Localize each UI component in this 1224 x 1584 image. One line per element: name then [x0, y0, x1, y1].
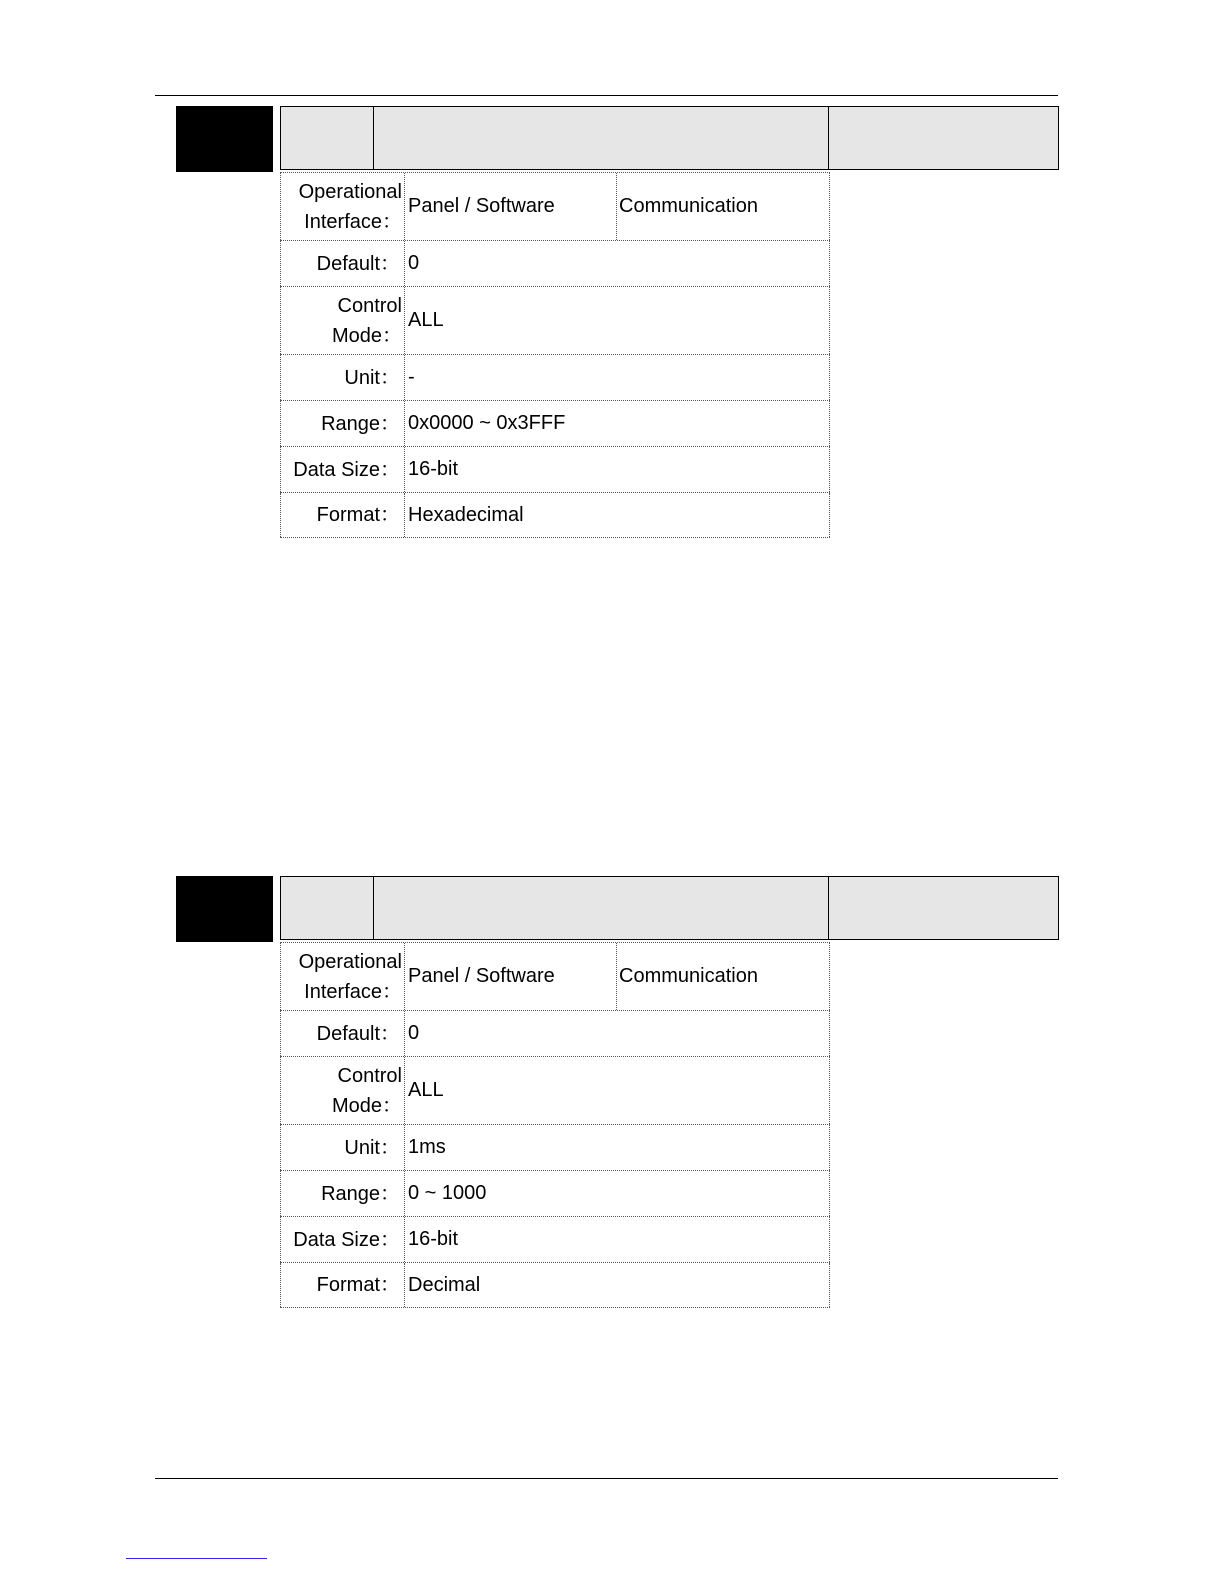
parameter-address-cell	[828, 106, 1059, 170]
parameter-tab-marker	[176, 106, 273, 172]
interface-label: Operational Interface：	[280, 173, 405, 240]
range-value: 0 ~ 1000	[405, 1171, 830, 1216]
table-row-control-mode	[280, 286, 830, 354]
data-size-value: 16-bit	[405, 447, 830, 492]
panel-software-value: Panel / Software	[408, 943, 617, 1010]
format-label: Format：	[280, 1263, 405, 1307]
range-label: Range：	[280, 1171, 405, 1216]
default-label: Default：	[280, 241, 405, 286]
panel-software-value: Panel / Software	[408, 173, 617, 240]
format-value: Hexadecimal	[405, 493, 830, 537]
table-row-interface	[280, 172, 830, 240]
table-row-data-size	[280, 446, 830, 492]
unit-label: Unit：	[280, 1125, 405, 1170]
table-row-interface	[280, 942, 830, 1010]
table-row-range	[280, 400, 830, 446]
default-value: 0	[405, 1011, 830, 1056]
table-row-data-size	[280, 1216, 830, 1262]
parameter-tab-marker	[176, 876, 273, 942]
interface-label: Operational Interface：	[280, 943, 405, 1010]
table-row-default	[280, 240, 830, 286]
range-label: Range：	[280, 401, 405, 446]
table-row-default	[280, 1010, 830, 1056]
control-mode-value: ALL	[405, 1057, 830, 1124]
interface-value	[405, 943, 830, 1010]
parameter-address-cell	[828, 876, 1059, 940]
format-label: Format：	[280, 493, 405, 537]
parameter-name-cell	[373, 876, 829, 940]
format-value: Decimal	[405, 1263, 830, 1307]
range-value: 0x0000 ~ 0x3FFF	[405, 401, 830, 446]
parameter-name-cell	[373, 106, 829, 170]
table-row-range	[280, 1170, 830, 1216]
control-mode-label: Control Mode：	[280, 287, 405, 354]
control-mode-value: ALL	[405, 287, 830, 354]
footer-link-underline[interactable]	[126, 1558, 267, 1559]
default-value: 0	[405, 241, 830, 286]
parameter-code-cell	[280, 106, 374, 170]
communication-value: Communication	[619, 965, 758, 987]
table-row-unit	[280, 1124, 830, 1170]
header-rule	[155, 95, 1058, 96]
unit-label: Unit：	[280, 355, 405, 400]
default-label: Default：	[280, 1011, 405, 1056]
data-size-label: Data Size：	[280, 1217, 405, 1262]
interface-value	[405, 173, 830, 240]
control-mode-label: Control Mode：	[280, 1057, 405, 1124]
table-row-format	[280, 492, 830, 538]
unit-value: 1ms	[405, 1125, 830, 1170]
table-row-format	[280, 1262, 830, 1308]
footer-rule	[155, 1478, 1058, 1479]
table-row-unit	[280, 354, 830, 400]
data-size-label: Data Size：	[280, 447, 405, 492]
data-size-value: 16-bit	[405, 1217, 830, 1262]
unit-value: -	[405, 355, 830, 400]
parameter-code-cell	[280, 876, 374, 940]
communication-value: Communication	[619, 195, 758, 217]
table-row-control-mode	[280, 1056, 830, 1124]
